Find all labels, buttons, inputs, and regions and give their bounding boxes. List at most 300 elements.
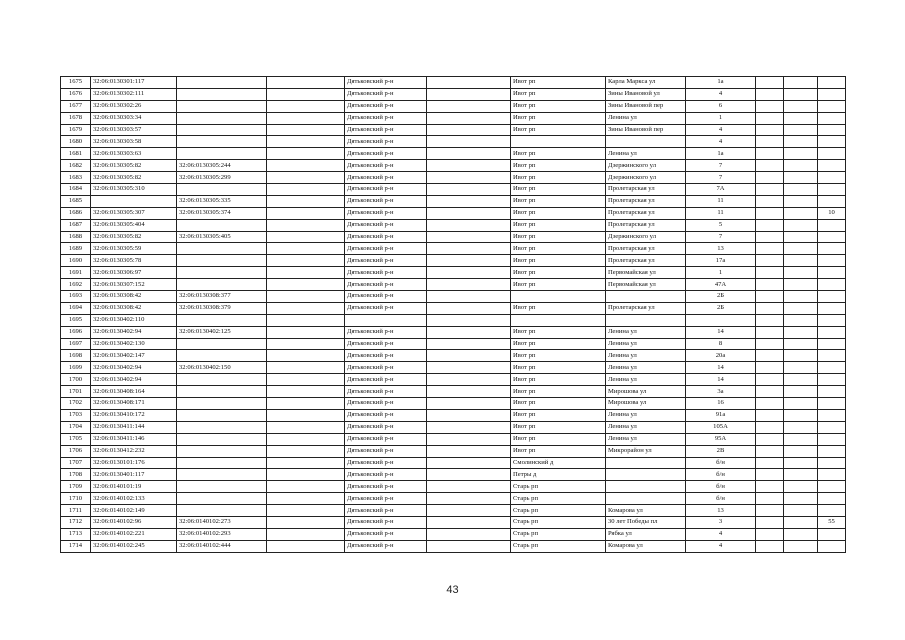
row-number-cell: 1687 — [61, 219, 91, 231]
blank-col-2-cell — [427, 374, 511, 386]
blank-col-4-cell — [784, 148, 818, 160]
district-cell: Дятьковский р-н — [345, 195, 427, 207]
street-cell — [606, 493, 686, 505]
child-cadastral-number-cell: 32:06:0130308:379 — [177, 302, 267, 314]
extra-value-cell — [818, 350, 846, 362]
blank-col-2-cell — [427, 326, 511, 338]
child-cadastral-number-cell — [177, 219, 267, 231]
blank-col-2-cell — [427, 195, 511, 207]
blank-col-3-cell — [756, 445, 784, 457]
cadastral-number-cell: 32:06:0130305:82 — [91, 231, 177, 243]
street-cell: Рябка ул — [606, 528, 686, 540]
settlement-cell: Ивот рп — [511, 255, 606, 267]
house-number-cell: 91а — [686, 409, 756, 421]
street-cell — [606, 291, 686, 303]
table-row — [61, 184, 846, 196]
extra-value-cell — [818, 172, 846, 184]
blank-col-cell — [267, 112, 345, 124]
blank-col-3-cell — [756, 540, 784, 552]
blank-col-cell — [267, 148, 345, 160]
blank-col-4-cell — [784, 362, 818, 374]
table-row — [61, 374, 846, 386]
blank-col-2-cell — [427, 350, 511, 362]
extra-value-cell: 55 — [818, 516, 846, 528]
district-cell: Дятьковский р-н — [345, 207, 427, 219]
extra-value-cell — [818, 421, 846, 433]
blank-col-2-cell — [427, 457, 511, 469]
row-number-cell: 1691 — [61, 267, 91, 279]
blank-col-cell — [267, 302, 345, 314]
table-row — [61, 231, 846, 243]
child-cadastral-number-cell — [177, 481, 267, 493]
house-number-cell: 1а — [686, 77, 756, 89]
page-number: 43 — [446, 584, 459, 596]
blank-col-cell — [267, 362, 345, 374]
blank-col-3-cell — [756, 409, 784, 421]
blank-col-4-cell — [784, 350, 818, 362]
blank-col-3-cell — [756, 291, 784, 303]
blank-col-3-cell — [756, 100, 784, 112]
settlement-cell — [511, 314, 606, 326]
child-cadastral-number-cell — [177, 386, 267, 398]
child-cadastral-number-cell — [177, 505, 267, 517]
house-number-cell: 14 — [686, 362, 756, 374]
district-cell: Дятьковский р-н — [345, 77, 427, 89]
house-number-cell: 3а — [686, 386, 756, 398]
table-row — [61, 457, 846, 469]
house-number-cell: 7 — [686, 231, 756, 243]
settlement-cell: Ивот рп — [511, 195, 606, 207]
district-cell: Дятьковский р-н — [345, 279, 427, 291]
extra-value-cell — [818, 469, 846, 481]
blank-col-3-cell — [756, 505, 784, 517]
table-row — [61, 528, 846, 540]
district-cell: Дятьковский р-н — [345, 362, 427, 374]
district-cell: Дятьковский р-н — [345, 267, 427, 279]
child-cadastral-number-cell — [177, 112, 267, 124]
house-number-cell: 3 — [686, 516, 756, 528]
district-cell: Дятьковский р-н — [345, 124, 427, 136]
district-cell: Дятьковский р-н — [345, 100, 427, 112]
extra-value-cell — [818, 457, 846, 469]
blank-col-4-cell — [784, 243, 818, 255]
district-cell: Дятьковский р-н — [345, 540, 427, 552]
street-cell: Микрорайон ул — [606, 445, 686, 457]
district-cell: Дятьковский р-н — [345, 326, 427, 338]
blank-col-2-cell — [427, 433, 511, 445]
row-number-cell: 1702 — [61, 398, 91, 410]
extra-value-cell — [818, 219, 846, 231]
blank-col-2-cell — [427, 445, 511, 457]
blank-col-cell — [267, 172, 345, 184]
table-row — [61, 160, 846, 172]
blank-col-2-cell — [427, 493, 511, 505]
extra-value-cell — [818, 302, 846, 314]
blank-col-cell — [267, 374, 345, 386]
blank-col-3-cell — [756, 350, 784, 362]
settlement-cell: Ивот рп — [511, 326, 606, 338]
cadastral-number-cell: 32:06:0130402:94 — [91, 374, 177, 386]
district-cell: Дятьковский р-н — [345, 148, 427, 160]
blank-col-cell — [267, 267, 345, 279]
child-cadastral-number-cell: 32:06:0130402:150 — [177, 362, 267, 374]
street-cell — [606, 136, 686, 148]
row-number-cell: 1677 — [61, 100, 91, 112]
extra-value-cell — [818, 195, 846, 207]
row-number-cell: 1683 — [61, 172, 91, 184]
blank-col-4-cell — [784, 195, 818, 207]
blank-col-4-cell — [784, 374, 818, 386]
registry-table — [60, 76, 846, 553]
blank-col-2-cell — [427, 528, 511, 540]
blank-col-3-cell — [756, 457, 784, 469]
blank-col-2-cell — [427, 255, 511, 267]
blank-col-2-cell — [427, 184, 511, 196]
child-cadastral-number-cell — [177, 398, 267, 410]
table-row — [61, 243, 846, 255]
blank-col-3-cell — [756, 326, 784, 338]
child-cadastral-number-cell — [177, 445, 267, 457]
blank-col-3-cell — [756, 528, 784, 540]
house-number-cell: б/н — [686, 493, 756, 505]
table-row — [61, 136, 846, 148]
blank-col-3-cell — [756, 516, 784, 528]
table-row — [61, 291, 846, 303]
extra-value-cell — [818, 160, 846, 172]
cadastral-number-cell: 32:06:0130101:176 — [91, 457, 177, 469]
settlement-cell: Ивот рп — [511, 148, 606, 160]
cadastral-number-cell: 32:06:0140101:19 — [91, 481, 177, 493]
child-cadastral-number-cell — [177, 243, 267, 255]
house-number-cell: 4 — [686, 88, 756, 100]
table-row — [61, 540, 846, 552]
district-cell: Дятьковский р-н — [345, 219, 427, 231]
cadastral-number-cell: 32:06:0130402:147 — [91, 350, 177, 362]
blank-col-3-cell — [756, 184, 784, 196]
blank-col-cell — [267, 136, 345, 148]
house-number-cell: б/н — [686, 457, 756, 469]
house-number-cell: 17а — [686, 255, 756, 267]
child-cadastral-number-cell — [177, 469, 267, 481]
blank-col-3-cell — [756, 207, 784, 219]
table-row — [61, 469, 846, 481]
table-row — [61, 505, 846, 517]
cadastral-number-cell: 32:06:0140102:96 — [91, 516, 177, 528]
settlement-cell: Ивот рп — [511, 386, 606, 398]
child-cadastral-number-cell — [177, 100, 267, 112]
district-cell: Дятьковский р-н — [345, 184, 427, 196]
street-cell: Ленина ул — [606, 374, 686, 386]
registry-table-body — [61, 77, 846, 553]
blank-col-3-cell — [756, 77, 784, 89]
row-number-cell: 1699 — [61, 362, 91, 374]
house-number-cell: 4 — [686, 136, 756, 148]
blank-col-2-cell — [427, 207, 511, 219]
row-number-cell: 1682 — [61, 160, 91, 172]
settlement-cell: Ивот рп — [511, 160, 606, 172]
row-number-cell: 1705 — [61, 433, 91, 445]
blank-col-cell — [267, 409, 345, 421]
blank-col-3-cell — [756, 231, 784, 243]
row-number-cell: 1708 — [61, 469, 91, 481]
child-cadastral-number-cell: 32:06:0130305:405 — [177, 231, 267, 243]
blank-col-4-cell — [784, 267, 818, 279]
blank-col-cell — [267, 457, 345, 469]
settlement-cell: Старь рп — [511, 493, 606, 505]
district-cell: Дятьковский р-н — [345, 231, 427, 243]
blank-col-4-cell — [784, 172, 818, 184]
blank-col-3-cell — [756, 314, 784, 326]
table-row — [61, 481, 846, 493]
street-cell: Ленина ул — [606, 409, 686, 421]
street-cell: Ленина ул — [606, 338, 686, 350]
extra-value-cell: 10 — [818, 207, 846, 219]
district-cell: Дятьковский р-н — [345, 338, 427, 350]
house-number-cell: 1а — [686, 148, 756, 160]
house-number-cell: 47А — [686, 279, 756, 291]
house-number-cell: 4 — [686, 528, 756, 540]
blank-col-2-cell — [427, 291, 511, 303]
table-row — [61, 398, 846, 410]
blank-col-4-cell — [784, 481, 818, 493]
settlement-cell: Ивот рп — [511, 433, 606, 445]
cadastral-number-cell: 32:06:0130305:82 — [91, 160, 177, 172]
child-cadastral-number-cell — [177, 267, 267, 279]
blank-col-3-cell — [756, 219, 784, 231]
blank-col-3-cell — [756, 398, 784, 410]
child-cadastral-number-cell — [177, 136, 267, 148]
street-cell: Первомайская ул — [606, 279, 686, 291]
district-cell — [345, 314, 427, 326]
blank-col-2-cell — [427, 231, 511, 243]
extra-value-cell — [818, 255, 846, 267]
extra-value-cell — [818, 100, 846, 112]
house-number-cell: б/н — [686, 481, 756, 493]
cadastral-number-cell: 32:06:0130411:144 — [91, 421, 177, 433]
blank-col-4-cell — [784, 540, 818, 552]
blank-col-2-cell — [427, 243, 511, 255]
street-cell: Ленина ул — [606, 421, 686, 433]
blank-col-cell — [267, 207, 345, 219]
district-cell: Дятьковский р-н — [345, 350, 427, 362]
cadastral-number-cell: 32:06:0130303:63 — [91, 148, 177, 160]
extra-value-cell — [818, 136, 846, 148]
settlement-cell: Ивот рп — [511, 207, 606, 219]
cadastral-number-cell: 32:06:0130305:82 — [91, 172, 177, 184]
cadastral-number-cell: 32:06:0130308:42 — [91, 291, 177, 303]
table-row — [61, 362, 846, 374]
extra-value-cell — [818, 493, 846, 505]
street-cell: Ленина ул — [606, 326, 686, 338]
blank-col-2-cell — [427, 386, 511, 398]
street-cell: Ленина ул — [606, 112, 686, 124]
blank-col-4-cell — [784, 231, 818, 243]
blank-col-cell — [267, 326, 345, 338]
table-row — [61, 421, 846, 433]
child-cadastral-number-cell — [177, 409, 267, 421]
house-number-cell: 4 — [686, 124, 756, 136]
row-number-cell: 1679 — [61, 124, 91, 136]
blank-col-4-cell — [784, 314, 818, 326]
blank-col-2-cell — [427, 516, 511, 528]
settlement-cell: Ивот рп — [511, 219, 606, 231]
cadastral-number-cell: 32:06:0130402:130 — [91, 338, 177, 350]
blank-col-cell — [267, 184, 345, 196]
row-number-cell: 1698 — [61, 350, 91, 362]
house-number-cell: б/н — [686, 469, 756, 481]
blank-col-4-cell — [784, 528, 818, 540]
blank-col-cell — [267, 481, 345, 493]
row-number-cell: 1689 — [61, 243, 91, 255]
cadastral-number-cell: 32:06:0140102:149 — [91, 505, 177, 517]
settlement-cell: Ивот рп — [511, 112, 606, 124]
blank-col-4-cell — [784, 88, 818, 100]
blank-col-3-cell — [756, 469, 784, 481]
blank-col-4-cell — [784, 112, 818, 124]
house-number-cell: 4 — [686, 540, 756, 552]
blank-col-4-cell — [784, 219, 818, 231]
blank-col-2-cell — [427, 279, 511, 291]
blank-col-4-cell — [784, 469, 818, 481]
blank-col-4-cell — [784, 457, 818, 469]
district-cell: Дятьковский р-н — [345, 481, 427, 493]
blank-col-2-cell — [427, 124, 511, 136]
house-number-cell: 1 — [686, 267, 756, 279]
settlement-cell: Старь рп — [511, 505, 606, 517]
district-cell: Дятьковский р-н — [345, 172, 427, 184]
child-cadastral-number-cell: 32:06:0130305:335 — [177, 195, 267, 207]
blank-col-cell — [267, 493, 345, 505]
settlement-cell: Ивот рп — [511, 267, 606, 279]
row-number-cell: 1686 — [61, 207, 91, 219]
table-row — [61, 255, 846, 267]
table-row — [61, 77, 846, 89]
extra-value-cell — [818, 77, 846, 89]
blank-col-4-cell — [784, 302, 818, 314]
street-cell: Дзержинского ул — [606, 172, 686, 184]
child-cadastral-number-cell — [177, 184, 267, 196]
house-number-cell — [686, 314, 756, 326]
row-number-cell: 1676 — [61, 88, 91, 100]
settlement-cell: Старь рп — [511, 516, 606, 528]
table-row — [61, 172, 846, 184]
extra-value-cell — [818, 112, 846, 124]
blank-col-3-cell — [756, 374, 784, 386]
blank-col-4-cell — [784, 386, 818, 398]
extra-value-cell — [818, 338, 846, 350]
house-number-cell: 1 — [686, 112, 756, 124]
street-cell: Мирошова ул — [606, 386, 686, 398]
blank-col-2-cell — [427, 77, 511, 89]
blank-col-4-cell — [784, 445, 818, 457]
child-cadastral-number-cell — [177, 457, 267, 469]
child-cadastral-number-cell — [177, 350, 267, 362]
table-row — [61, 302, 846, 314]
blank-col-cell — [267, 124, 345, 136]
house-number-cell: 2Б — [686, 291, 756, 303]
table-row — [61, 493, 846, 505]
street-cell: Пролетарская ул — [606, 255, 686, 267]
settlement-cell: Ивот рп — [511, 231, 606, 243]
blank-col-4-cell — [784, 100, 818, 112]
cadastral-number-cell: 32:06:0130302:111 — [91, 88, 177, 100]
house-number-cell: 13 — [686, 243, 756, 255]
row-number-cell: 1680 — [61, 136, 91, 148]
table-row — [61, 195, 846, 207]
blank-col-4-cell — [784, 124, 818, 136]
house-number-cell: 2Б — [686, 302, 756, 314]
extra-value-cell — [818, 433, 846, 445]
settlement-cell: Ивот рп — [511, 184, 606, 196]
child-cadastral-number-cell: 32:06:0130305:244 — [177, 160, 267, 172]
district-cell: Дятьковский р-н — [345, 386, 427, 398]
settlement-cell: Ивот рп — [511, 77, 606, 89]
blank-col-4-cell — [784, 409, 818, 421]
child-cadastral-number-cell: 32:06:0130308:377 — [177, 291, 267, 303]
table-row — [61, 267, 846, 279]
row-number-cell: 1675 — [61, 77, 91, 89]
extra-value-cell — [818, 291, 846, 303]
blank-col-3-cell — [756, 160, 784, 172]
street-cell: Ленина ул — [606, 362, 686, 374]
street-cell — [606, 481, 686, 493]
cadastral-number-cell: 32:06:0130305:59 — [91, 243, 177, 255]
row-number-cell: 1690 — [61, 255, 91, 267]
house-number-cell: 7А — [686, 184, 756, 196]
house-number-cell: 6 — [686, 100, 756, 112]
table-row — [61, 219, 846, 231]
settlement-cell: Ивот рп — [511, 279, 606, 291]
child-cadastral-number-cell: 32:06:0130305:299 — [177, 172, 267, 184]
extra-value-cell — [818, 481, 846, 493]
blank-col-2-cell — [427, 100, 511, 112]
table-row — [61, 88, 846, 100]
extra-value-cell — [818, 314, 846, 326]
street-cell: Дзержинского ул — [606, 160, 686, 172]
settlement-cell: Старь рп — [511, 481, 606, 493]
blank-col-cell — [267, 469, 345, 481]
row-number-cell: 1694 — [61, 302, 91, 314]
house-number-cell: 5 — [686, 219, 756, 231]
blank-col-2-cell — [427, 421, 511, 433]
district-cell: Дятьковский р-н — [345, 409, 427, 421]
row-number-cell: 1696 — [61, 326, 91, 338]
row-number-cell: 1707 — [61, 457, 91, 469]
blank-col-3-cell — [756, 362, 784, 374]
settlement-cell — [511, 136, 606, 148]
street-cell — [606, 314, 686, 326]
district-cell: Дятьковский р-н — [345, 243, 427, 255]
cadastral-number-cell: 32:06:0130408:171 — [91, 398, 177, 410]
extra-value-cell — [818, 398, 846, 410]
row-number-cell: 1704 — [61, 421, 91, 433]
cadastral-number-cell — [91, 195, 177, 207]
child-cadastral-number-cell: 32:06:0140102:293 — [177, 528, 267, 540]
street-cell: Ленина ул — [606, 433, 686, 445]
street-cell: Зины Ивановой ул — [606, 88, 686, 100]
blank-col-cell — [267, 231, 345, 243]
blank-col-cell — [267, 219, 345, 231]
row-number-cell: 1710 — [61, 493, 91, 505]
settlement-cell: Старь рп — [511, 528, 606, 540]
blank-col-2-cell — [427, 409, 511, 421]
extra-value-cell — [818, 445, 846, 457]
blank-col-3-cell — [756, 88, 784, 100]
child-cadastral-number-cell: 32:06:0140102:273 — [177, 516, 267, 528]
child-cadastral-number-cell — [177, 338, 267, 350]
blank-col-3-cell — [756, 302, 784, 314]
settlement-cell — [511, 291, 606, 303]
